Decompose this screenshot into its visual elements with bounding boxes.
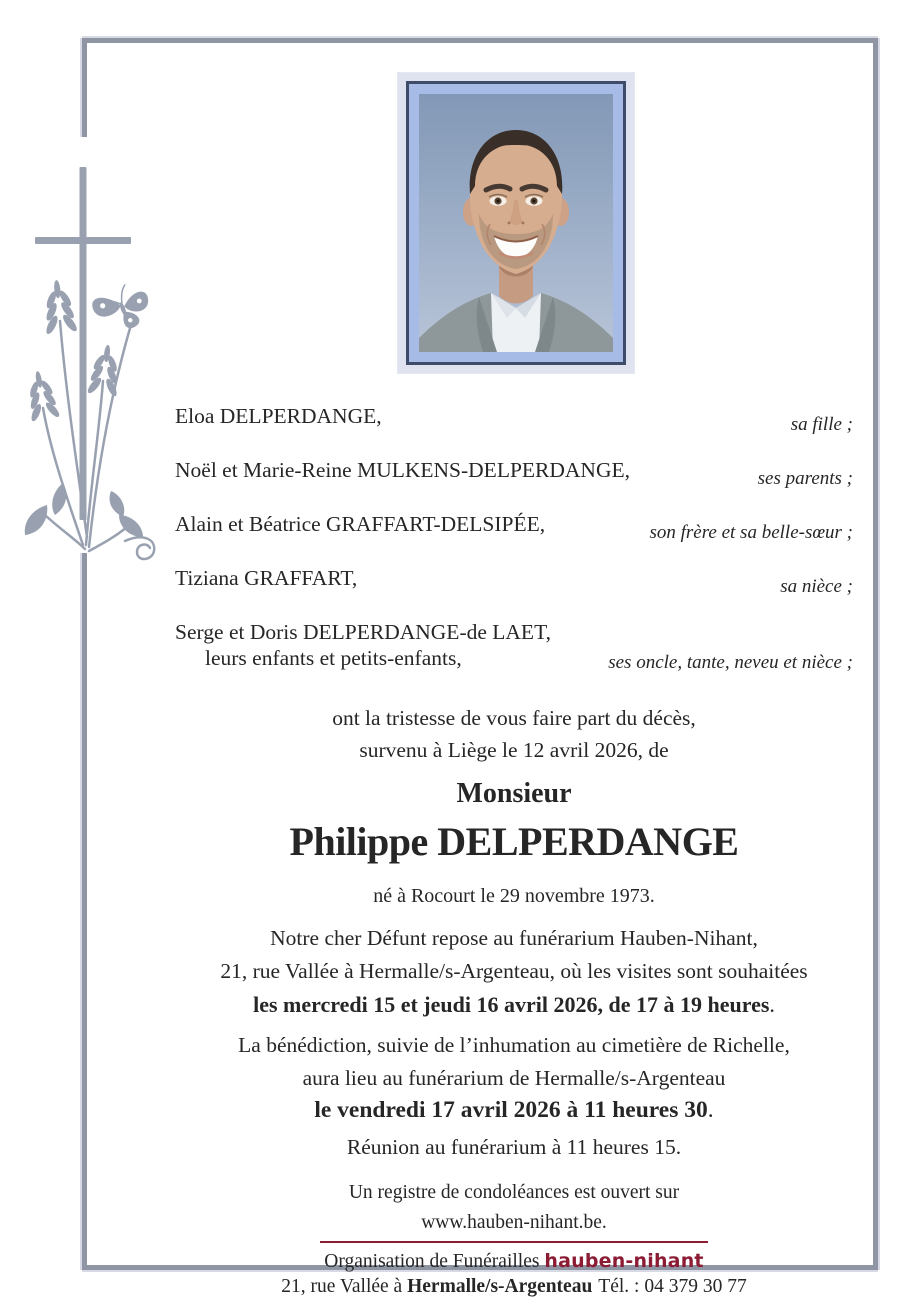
frame-border-left-upper [82,38,87,137]
family-row [175,565,853,600]
family-names: Eloa DELPERDANGE, [175,404,382,428]
frame-border-left-lower [82,553,87,1270]
family-names: Alain et Béatrice GRAFFART-DELSIPÉE, [175,512,546,536]
salutation: Monsieur [456,778,572,809]
family-row [175,511,853,546]
reunion-line: Réunion au funérarium à 11 heures 15. [346,1135,682,1159]
visitation-dates: les mercredi 15 et jeudi 16 avril 2026, de 17 à 19 heures. [253,992,775,1017]
frame-border-top [82,38,878,43]
family-names: Tiziana GRAFFART, [175,566,358,590]
family-row [175,403,853,438]
phone-number: Tél. : 04 379 30 77 [598,1276,747,1297]
family-relation: sa nièce ; [780,576,853,597]
family-relation: ses parents ; [757,468,853,489]
ceremony-paragraph: La bénédiction, suivie de l’inhumation au cimetière de Richelle, aura lieu au funérarium de Hermalle/s-Argenteau [238,1033,790,1090]
butterfly-icon [89,279,156,338]
family-row [175,619,853,671]
family-names: Noël et Marie-Reine MULKENS-DELPERDANGE, [175,458,630,482]
funeral-home-address: 21, rue Vallée à Hermalle/s-Argenteau Tél. : 04 379 30 77 [281,1276,747,1297]
portrait-photo-frame [398,73,634,373]
family-relation: ses oncle, tante, neveu et nièce ; [608,652,853,673]
funeral-home-line: Organisation de Funérailles hauben-nihant [324,1250,704,1272]
condolences-register: Un registre de condoléances est ouvert sur www.hauben-nihant.be. [175,1178,853,1238]
family-row [175,457,853,492]
frame-border-right [873,38,878,1270]
website-link[interactable]: www.hauben-nihant.be. [421,1212,607,1233]
family-relation: sa fille ; [790,414,853,435]
footer-divider [320,1241,708,1243]
ceremony-date: le vendredi 17 avril 2026 à 11 heures 30. [314,1097,714,1123]
family-names: Serge et Doris DELPERDANGE-de LAET, leurs enfants et petits-enfants, [175,620,551,670]
visitation-paragraph: Notre cher Défunt repose au funérarium Hauben-Nihant, 21, rue Vallée à Hermalle/s-Argenteau, où les visites sont souhaitées les mercredi 15 et jeudi 16 avril 2026, de 17 à 19 heures. [175,922,853,1021]
portrait-photo-mat [406,81,626,365]
birth-line: né à Rocourt le 29 novembre 1973. [373,885,655,907]
deceased-name: Philippe DELPERDANGE [289,819,739,864]
family-relation: son frère et sa belle-sœur ; [649,522,853,543]
cross-wheat-butterfly-icon [15,153,165,573]
death-announcement: ont la tristesse de vous faire part du décès, survenu à Liège le 12 avril 2026, de [332,706,696,762]
portrait-photo [419,94,613,352]
cross-icon [80,167,87,520]
announcement-text [175,403,853,1299]
funeral-home-logo: hauben-nihant [544,1250,704,1272]
